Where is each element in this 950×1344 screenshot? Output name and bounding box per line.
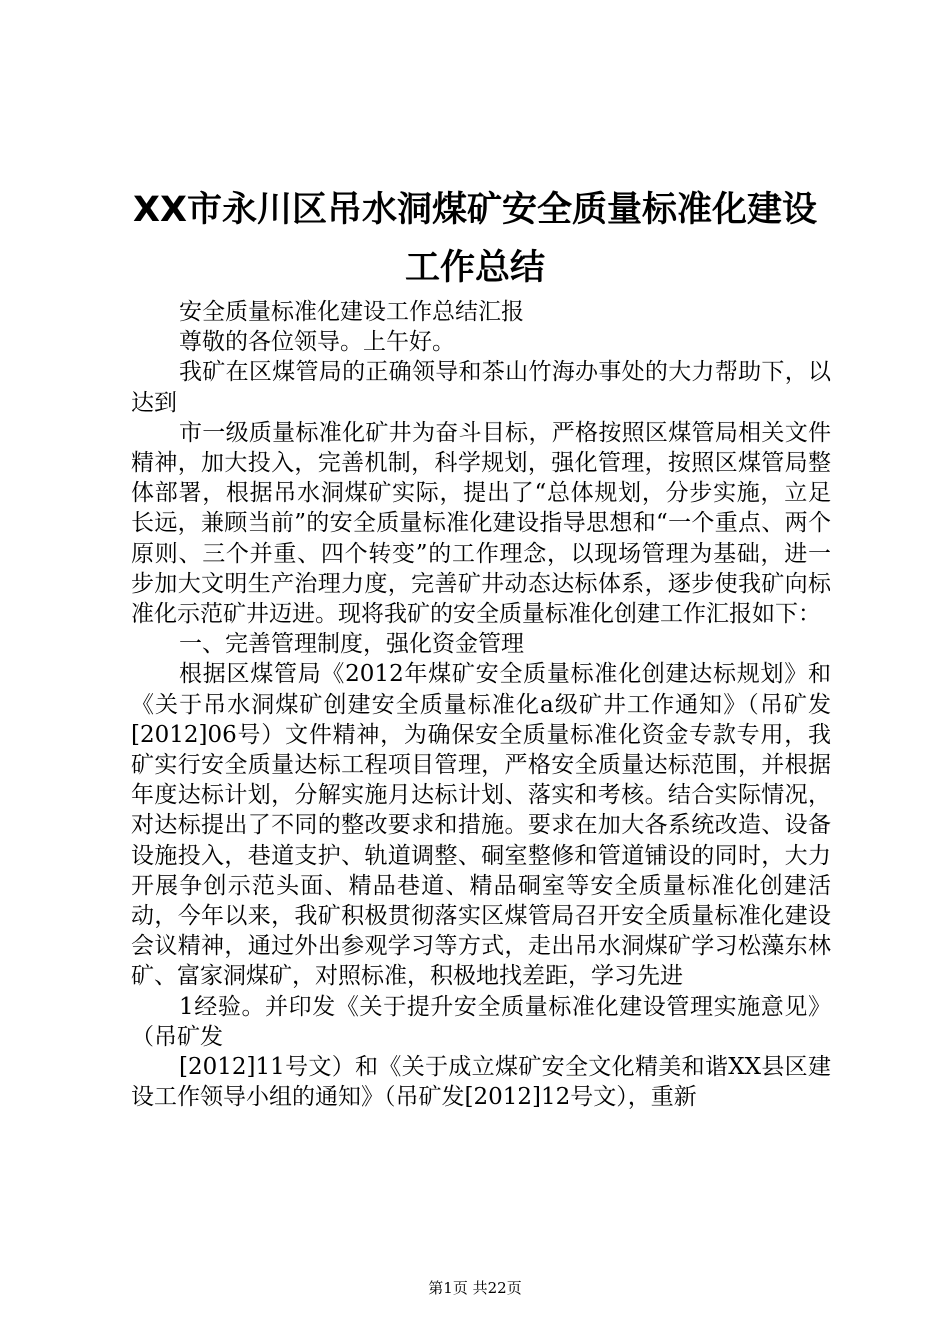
salutation: 尊敬的各位领导。上午好。	[179, 329, 455, 356]
document-body	[131, 297, 831, 1112]
report-heading: 安全质量标准化建设工作总结汇报	[179, 299, 524, 325]
document-title-line2: 工作总结	[404, 248, 545, 288]
document-title-line1: XX市永川区吊水洞煤矿安全质量标准化建设	[133, 190, 817, 230]
body-paragraph: [2012]11号文）和《关于成立煤矿安全文化精美和谐XX县区建设工作领导小组的通知》（吊矿发[2012]12号文），重新	[131, 1054, 831, 1111]
body-paragraph: 根据区煤管局《2012年煤矿安全质量标准化创建达标规划》和《关于吊水洞煤矿创建安全质量标准化a级矿井工作通知》（吊矿发[2012]06号）文件精神，为确保安全质量标准化资金专款专用，我矿实行安全质量达标工程项目管理，严格安全质量达标范围，并根据年度达标计划，分解实施月达标计划、落实和考核。结合实际情况，对达标提出了不同的整改要求和措施。要求在加大各系统改造、设备设施投入，巷道支护、轨道调整、硐室整修和管道铺设的同时，大力开展争创示范头面、精品巷道、精品硐室等安全质量标准化创建活动，今年以来，我矿积极贯彻落实区煤管局召开安全质量标准化建设会议精神，通过外出参观学习等方式，走出吊水洞煤矿学习松藻东林矿、富家洞煤矿，对照标准，积极地找差距，学习先进	[131, 661, 831, 990]
body-paragraph: 我矿在区煤管局的正确领导和茶山竹海办事处的大力帮助下，以达到	[131, 359, 831, 416]
body-paragraph: 市一级质量标准化矿井为奋斗目标，严格按照区煤管局相关文件精神，加大投入，完善机制，科学规划，强化管理，按照区煤管局整体部署，根据吊水洞煤矿实际，提出了“总体规划，分步实施，立足长远，兼顾当前”的安全质量标准化建设指导思想和“一个重点、两个原则、三个并重、四个转变”的工作理念，以现场管理为基础，进一步加大文明生产治理力度，完善矿井动态达标体系，逐步使我矿向标准化示范矿井迈进。现将我矿的安全质量标准化创建工作汇报如下：	[131, 419, 831, 628]
body-paragraph: 1经验。并印发《关于提升安全质量标准化建设管理实施意见》（吊矿发	[131, 993, 831, 1050]
page-number-footer: 第1页 共22页	[428, 1279, 522, 1297]
section-heading: 一、完善管理制度，强化资金管理	[179, 631, 524, 658]
